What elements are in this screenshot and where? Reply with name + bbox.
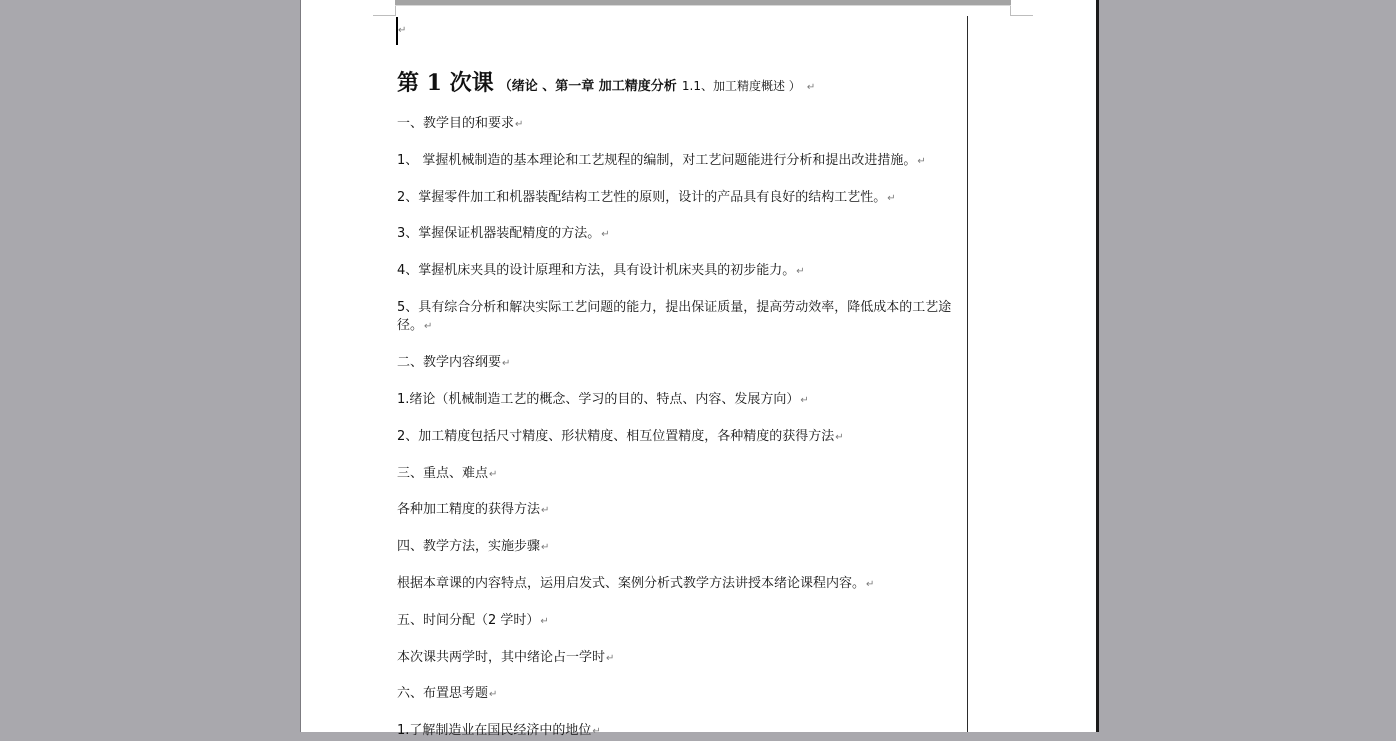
paragraph-mark: ↵ <box>489 689 498 700</box>
paragraph[interactable] <box>397 189 963 208</box>
paragraph-text: 2、掌握零件加工和机器装配结构工艺性的原则，设计的产品具有良好的结构工艺性。 <box>397 190 887 205</box>
paragraph-text: 五、时间分配（2 学时） <box>397 613 540 628</box>
paragraph-text: 四、教学方法，实施步骤 <box>397 539 541 554</box>
paragraph[interactable] <box>397 649 963 668</box>
paragraph-text: 4、掌握机床夹具的设计原理和方法，具有设计机床夹具的初步能力。 <box>397 263 796 278</box>
paragraph-mark: ↵ <box>398 25 407 36</box>
page-edge-shadow <box>1096 0 1099 732</box>
lesson-title-chapter: （绪论 、第一章 加工精度分析 <box>498 79 677 94</box>
paragraph-mark: ↵ <box>917 156 926 167</box>
paragraph-text: 2、加工精度包括尺寸精度、形状精度、相互位置精度，各种精度的获得方法 <box>397 429 835 444</box>
paragraph-mark: ↵ <box>866 579 875 590</box>
paragraph-text: 二、教学内容纲要 <box>397 355 502 370</box>
paragraph-text: 一、教学目的和要求 <box>397 116 515 131</box>
right-margin-line <box>967 16 968 732</box>
paragraph[interactable] <box>397 391 963 410</box>
paragraph-mark: ↵ <box>835 432 844 443</box>
paragraph-mark: ↵ <box>887 193 896 204</box>
paragraph[interactable] <box>397 575 963 594</box>
paragraph[interactable] <box>397 685 963 704</box>
crop-mark-top-left <box>373 15 395 16</box>
paragraph-text: 1.了解制造业在国民经济中的地位 <box>397 723 592 738</box>
crop-mark-top-right-vertical <box>1010 6 1011 16</box>
paragraph[interactable] <box>397 428 963 447</box>
lesson-title-main: 第 1 次课 <box>397 70 494 96</box>
paragraph[interactable] <box>397 612 963 631</box>
paragraph-text: 5、具有综合分析和解决实际工艺问题的能力，提出保证质量，提高劳动效率，降低成本的工艺途径。 <box>397 300 952 333</box>
crop-mark-top-right <box>1011 15 1033 16</box>
paragraph-mark: ↵ <box>796 266 805 277</box>
paragraph[interactable] <box>397 152 963 171</box>
paragraph-text: 3、掌握保证机器装配精度的方法。 <box>397 226 601 241</box>
paragraph-mark: ↵ <box>540 616 549 627</box>
paragraph-text: 六、布置思考题 <box>397 686 489 701</box>
lesson-title-section: 1.1、加工精度概述 ） <box>681 79 801 93</box>
paragraph-mark: ↵ <box>515 119 524 130</box>
paragraph-text: 三、重点、难点 <box>397 466 489 481</box>
paragraph[interactable] <box>397 501 963 520</box>
paragraph[interactable] <box>397 299 963 336</box>
paragraph[interactable] <box>397 262 963 281</box>
paragraph-text: 各种加工精度的获得方法 <box>397 502 541 517</box>
page-header-band <box>395 0 1011 6</box>
paragraph-text: 根据本章课的内容特点，运用启发式、案例分析式教学方法讲授本绪论课程内容。 <box>397 576 866 591</box>
paragraph[interactable] <box>397 538 963 557</box>
document-page[interactable] <box>300 0 1097 738</box>
paragraph-mark: ↵ <box>502 358 511 369</box>
paragraph-mark: ↵ <box>541 542 550 553</box>
paragraph[interactable] <box>397 225 963 244</box>
paragraph-mark: ↵ <box>592 726 601 737</box>
paragraph-mark: ↵ <box>800 395 809 406</box>
paragraph-mark: ↵ <box>606 653 615 664</box>
paragraph-text: 本次课共两学时，其中绪论占一学时 <box>397 650 606 665</box>
paragraph[interactable] <box>397 115 963 134</box>
paragraph-mark: ↵ <box>489 469 498 480</box>
paragraph-text: 1.绪论（机械制造工艺的概念、学习的目的、特点、内容、发展方向） <box>397 392 800 407</box>
paragraph-mark: ↵ <box>806 82 816 93</box>
crop-mark-top-left-vertical <box>395 6 396 16</box>
paragraph-mark: ↵ <box>424 321 433 332</box>
paragraph[interactable] <box>397 354 963 373</box>
paragraph-mark: ↵ <box>601 229 610 240</box>
paragraph[interactable] <box>397 465 963 484</box>
lesson-title[interactable] <box>397 66 815 97</box>
paragraph-text: 1、 掌握机械制造的基本理论和工艺规程的编制，对工艺问题能进行分析和提出改进措施。 <box>397 153 917 168</box>
paragraph-mark: ↵ <box>541 505 550 516</box>
